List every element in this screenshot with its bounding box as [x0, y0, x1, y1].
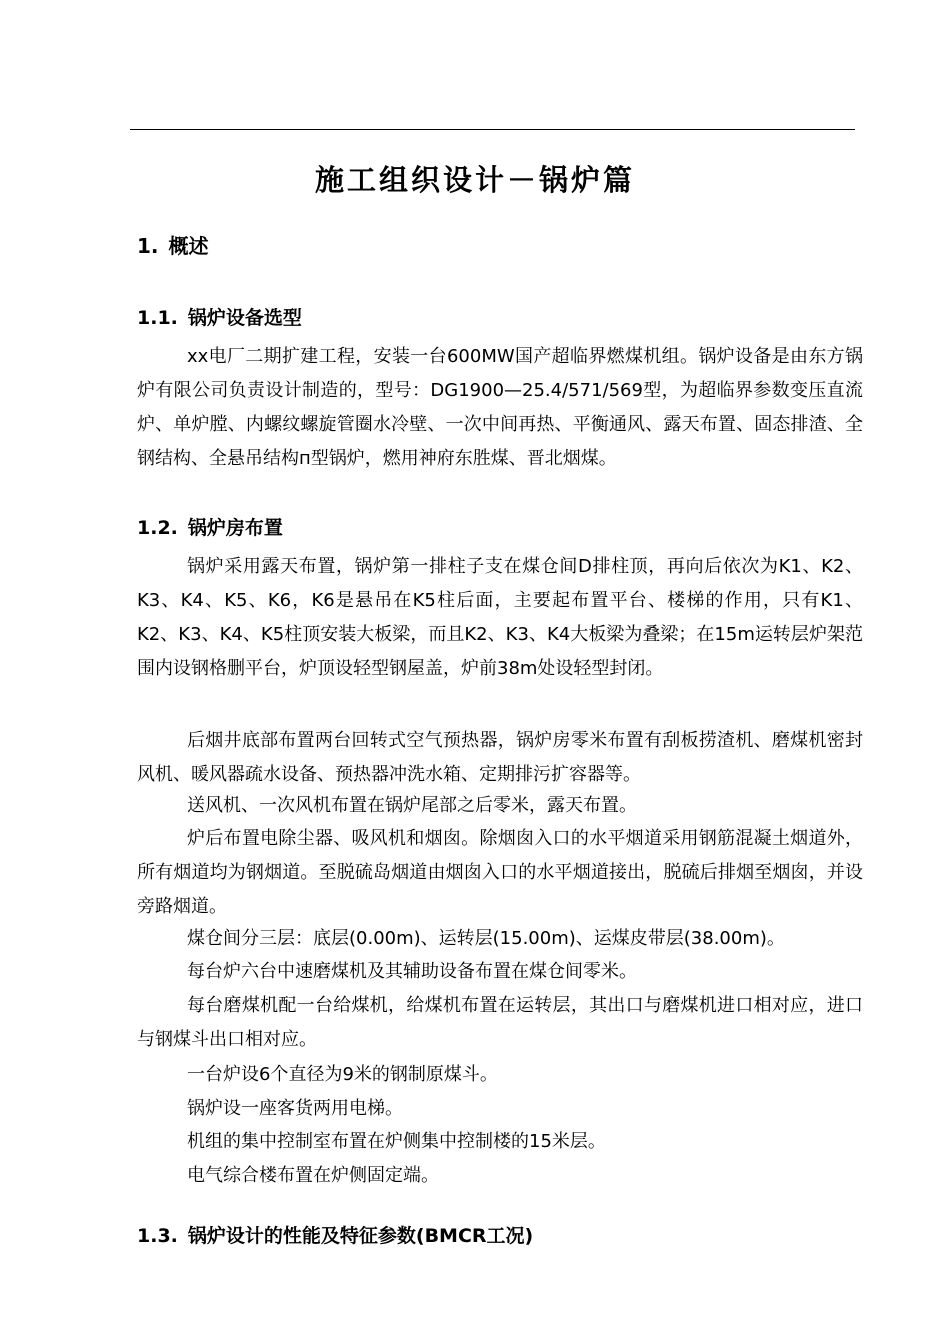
- section-label: 锅炉设备选型: [187, 307, 302, 329]
- paragraph-boiler-layout-4: 炉后布置电除尘器、吸风机和烟囱。除烟囱入口的水平烟道采用钢筋混凝土烟道外，所有烟道均为钢烟道。至脱硫岛烟道由烟囱入口的水平烟道接出，脱硫后排烟至烟囱，并设旁路烟道。: [137, 828, 863, 917]
- paragraph-boiler-layout-7: 每台磨煤机配一台给煤机，给煤机布置在运转层，其出口与磨煤机进口相对应，进口与钢煤斗出口相对应。: [137, 995, 863, 1050]
- document-title: 施工组织设计－锅炉篇: [314, 163, 635, 197]
- section-heading-1-1: [137, 305, 302, 331]
- paragraph-boiler-selection: xx电厂二期扩建工程，安装一台600MW国产超临界燃煤机组。锅炉设备是由东方锅炉有限公司负责设计制造的，型号：DG1900—25.4/571/569型，为超临界参数变压直流炉、单炉膛、内螺纹螺旋管圈水冷壁、一次中间再热、平衡通风、露天布置、固态排渣、全钢结构、全悬吊结构п型锅炉，燃用神府东胜煤、晋北烟煤。: [137, 346, 863, 469]
- paragraph-boiler-layout-2: 后烟井底部布置两台回转式空气预热器，锅炉房零米布置有刮板捞渣机、磨煤机密封风机、暖风器疏水设备、预热器冲洗水箱、定期排污扩容器等。: [137, 730, 863, 785]
- paragraph-boiler-layout-8: 一台炉设6个直径为9米的钢制原煤斗。: [187, 1064, 498, 1085]
- paragraph-boiler-layout-1: 锅炉采用露天布置，锅炉第一排柱子支在煤仓间D排柱顶，再向后依次为K1、K2、K3、K4、K5、K6，K6是悬吊在K5柱后面，主要起布置平台、楼梯的作用，只有K1、K2、K3、K4、K5柱顶安装大板梁，而且K2、K3、K4大板梁为叠梁；在15m运转层炉架范围内设钢格删平台，炉顶设轻型钢屋盖，炉前38m处设轻型封闭。: [137, 556, 863, 679]
- section-label: 锅炉房布置: [187, 517, 283, 539]
- paragraph-boiler-layout-3: 送风机、一次风机布置在锅炉尾部之后零米，露天布置。: [187, 795, 637, 816]
- section-label: 概述: [168, 234, 209, 258]
- section-heading-1-3: [137, 1223, 533, 1249]
- section-number: 1.3.: [137, 1225, 178, 1247]
- paragraph-boiler-layout-9: 锅炉设一座客货两用电梯。: [187, 1098, 403, 1119]
- section-heading-1-2: [137, 515, 283, 541]
- section-number: 1.: [137, 234, 159, 258]
- section-heading-1: [137, 233, 209, 259]
- paragraph-boiler-layout-5: 煤仓间分三层：底层(0.00m)、运转层(15.00m)、运煤皮带层(38.00m)。: [187, 928, 785, 949]
- paragraph-boiler-layout-11: 电气综合楼布置在炉侧固定端。: [187, 1165, 439, 1186]
- paragraph-boiler-layout-10: 机组的集中控制室布置在炉侧集中控制楼的15米层。: [187, 1131, 606, 1152]
- section-number: 1.1.: [137, 307, 178, 329]
- header-rule: [130, 129, 855, 130]
- section-label: 锅炉设计的性能及特征参数(BMCR工况): [187, 1225, 534, 1247]
- section-number: 1.2.: [137, 517, 178, 539]
- paragraph-boiler-layout-6: 每台炉六台中速磨煤机及其辅助设备布置在煤仓间零米。: [187, 961, 637, 982]
